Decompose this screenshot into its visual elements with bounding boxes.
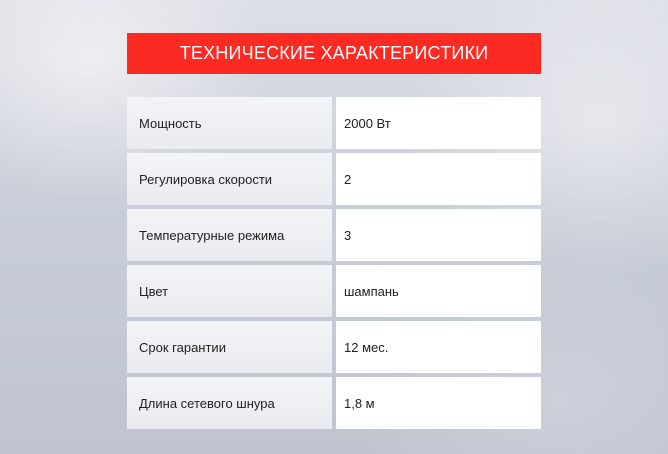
spec-value: 2	[336, 153, 541, 205]
spec-value: 3	[336, 209, 541, 261]
spec-label: Регулировка скорости	[127, 153, 332, 205]
spec-value: 1,8 м	[336, 377, 541, 429]
spec-row-warranty	[127, 321, 541, 373]
spec-value: 12 мес.	[336, 321, 541, 373]
spec-row-color	[127, 265, 541, 317]
spec-label: Мощность	[127, 97, 332, 149]
spec-label: Срок гарантии	[127, 321, 332, 373]
spec-value: 2000 Вт	[336, 97, 541, 149]
spec-row-speed	[127, 153, 541, 205]
spec-label: Температурные режима	[127, 209, 332, 261]
specs-title-text: ТЕХНИЧЕСКИЕ ХАРАКТЕРИСТИКИ	[179, 43, 489, 63]
spec-row-cord-length	[127, 377, 541, 429]
spec-row-temperature	[127, 209, 541, 261]
spec-row-power	[127, 97, 541, 149]
specs-title	[127, 33, 541, 74]
spec-label: Длина сетевого шнура	[127, 377, 332, 429]
spec-value: шампань	[336, 265, 541, 317]
spec-label: Цвет	[127, 265, 332, 317]
